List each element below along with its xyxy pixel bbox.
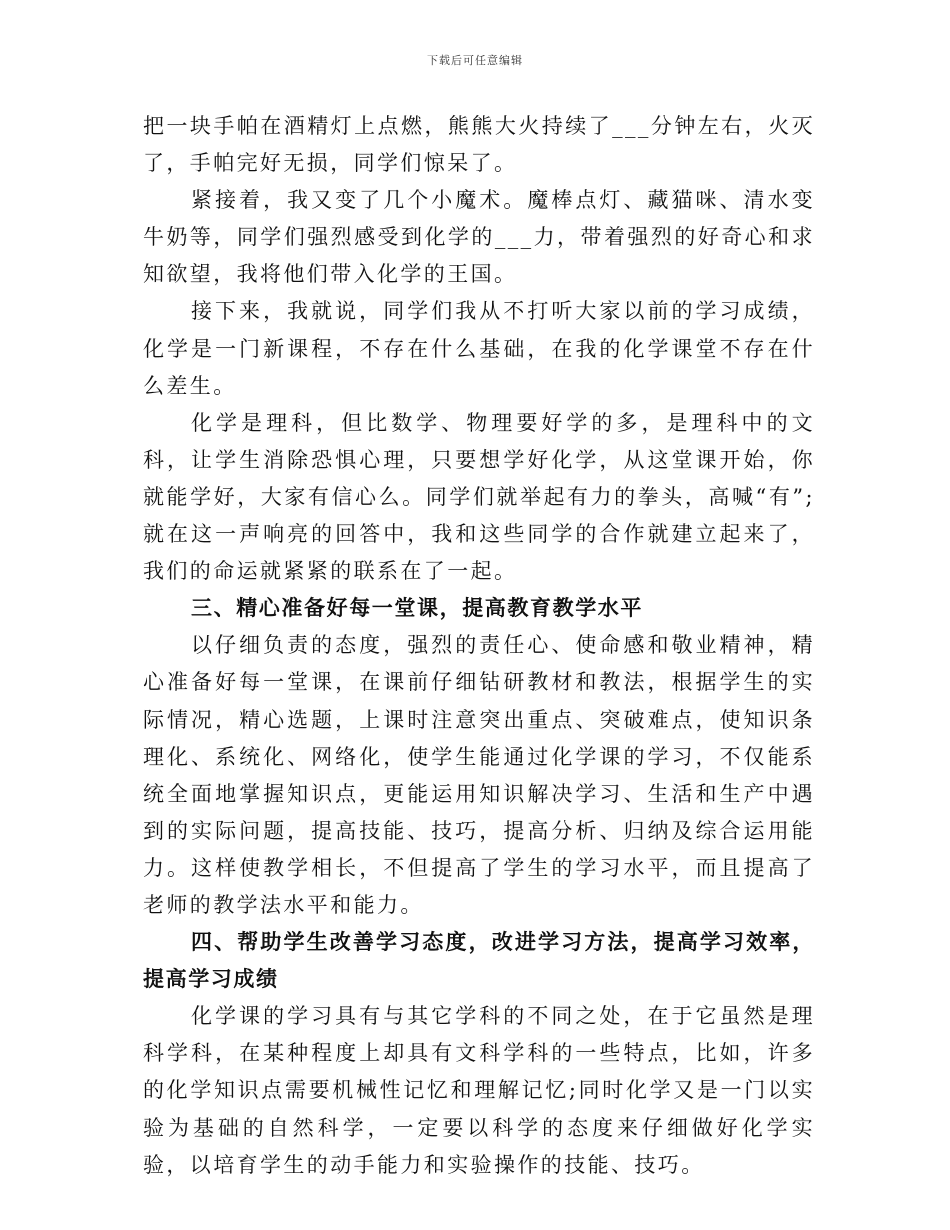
section-heading-4: 四、帮助学生改善学习态度，改进学习方法，提高学习效率，提高学习成绩 (143, 930, 815, 992)
paragraph-magic-tricks: 紧接着，我又变了几个小魔术。魔棒点灯、藏猫咪、清水变牛奶等，同学们强烈感受到化学的___力，带着强烈的好奇心和求知欲望，我将他们带入化学的王国。 (143, 188, 815, 287)
paragraph-new-course: 接下来，我就说，同学们我从不打听大家以前的学习成绩，化学是一门新课程，不存在什么基础，在我的化学课堂不存在什么差生。 (143, 299, 815, 398)
section-heading-3: 三、精心准备好每一堂课，提高教育教学水平 (191, 596, 643, 621)
paragraph-confidence: 化学是理科，但比数学、物理要好学的多，是理科中的文科，让学生消除恐惧心理，只要想学好化学，从这堂课开始，你就能学好，大家有信心么。同学们就举起有力的拳头，高喊“有”;就在这一声响亮的回答中，我和这些同学的合作就建立起来了，我们的命运就紧紧的联系在了一起。 (143, 410, 815, 584)
paragraph-lesson-preparation: 以仔细负责的态度，强烈的责任心、使命感和敬业精神，精心准备好每一堂课，在课前仔细钻研教材和教法，根据学生的实际情况，精心选题，上课时注意突出重点、突破难点，使知识条理化、系统化、网络化，使学生能通过化学课的学习，不仅能系统全面地掌握知识点，更能运用知识解决学习、生活和生产中遇到的实际问题，提高技能、技巧，提高分析、归纳及综合运用能力。这样使教学相长，不但提高了学生的学习水平，而且提高了老师的教学法水平和能力。 (143, 633, 815, 917)
paragraph-learning-methods: 化学课的学习具有与其它学科的不同之处，在于它虽然是理科学科，在某种程度上却具有文科学科的一些特点，比如，许多的化学知识点需要机械性记忆和理解记忆;同时化学又是一门以实验为基础的自然科学，一定要以科学的态度来仔细做好化学实验，以培育学生的动手能力和实验操作的技能、技巧。 (143, 1004, 815, 1177)
document-body (143, 108, 815, 1184)
paragraph-handkerchief: 把一块手帕在酒精灯上点燃，熊熊大火持续了___分钟左右，火灭了，手帕完好无损，同学们惊呆了。 (143, 114, 815, 176)
page-header-note: 下载后可任意编辑 (427, 54, 523, 67)
